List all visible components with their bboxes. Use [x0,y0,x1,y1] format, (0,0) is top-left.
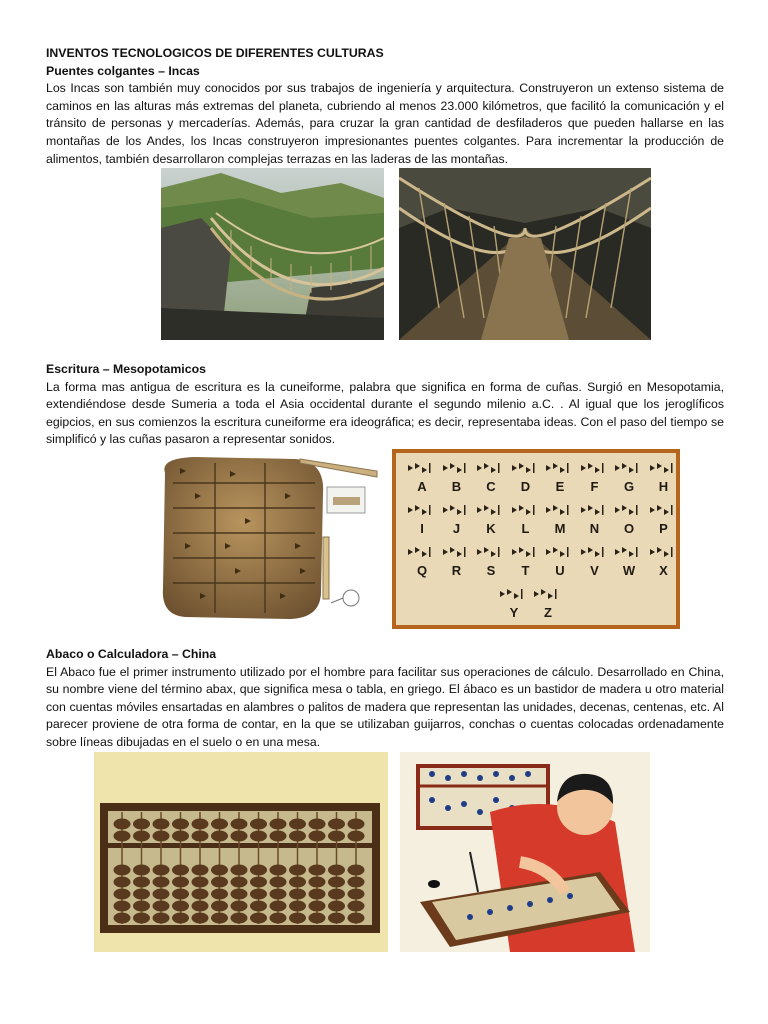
abacus-bead [250,877,267,888]
cuneiform-letter-p: P [659,521,668,536]
cuneiform-letter-l: L [521,521,530,536]
abacus-bead [114,913,131,924]
boy-abacus-illustration [400,752,650,952]
section-body-writing: La forma mas antigua de escritura es la cuneiforme, palabra que significa en forma de cuñas. Surgió en Mesopotamia, extendiéndose desde Sumeria a toda el Asia occidental durante el segundo milenio a.C. . Al igual que los jeroglíficos egipcios, en sus comienzos la escritura cuneiforme era ideográfica; es decir, representaba ideas. Con el paso del tiempo se simplificó y las cuñas pasaron a representar sonidos. [46,379,724,447]
cuneiform-letter-n: N [589,521,600,536]
abacus-bead [192,913,209,924]
abacus-bead [153,831,170,842]
abacus-bead [231,901,248,912]
abacus-bead [153,913,170,924]
intro-block [46,45,724,168]
abacus-bead [270,901,287,912]
parchment-panel [396,453,676,625]
abacus-bead [270,819,287,830]
abacus-bead [211,819,228,830]
abacus-bead [172,877,189,888]
abacus-bead [231,819,248,830]
abacus-bead [309,913,326,924]
abacus-bead [133,889,150,900]
abacus-bead [348,913,365,924]
cuneiform-glyph [544,461,576,477]
abacus-bead [328,913,345,924]
abacus-bead [309,901,326,912]
cuneiform-glyph [475,461,507,477]
cuneiform-glyph [579,545,611,561]
abacus-bead [289,819,306,830]
cuneiform-letter-f: F [590,479,599,494]
abacus-bead [114,889,131,900]
cuneiform-glyph [544,503,576,519]
cuneiform-glyph [532,587,564,603]
cuneiform-letter-d: D [520,479,531,494]
abacus-bead [231,865,248,876]
abacus-bead [348,865,365,876]
abacus-bead [309,877,326,888]
abacus-block [46,646,724,752]
abacus-bead [133,831,150,842]
section-body-abacus: El Abaco fue el primer instrumento utilizado por el hombre para facilitar sus operaciones de cálculo. Desarrollado en China, su nombre viene del término abax, que significa mesa o tabla, en griego. El ábaco es un bastidor de madera u otro material con cuentas móviles ensartadas en alambres o palitos de madera que representan las unidades, decenas, centenas, etc. Al parecer proviene de otra forma de contar, en la que se utilizaban guijarros, conchas o cuentas colocadas ordenadamente sobre líneas dibujadas en el suelo o en una mesa. [46,664,724,749]
section-heading-abacus: Abaco o Calculadora – China [46,647,217,661]
abacus-bead [211,913,228,924]
cuneiform-glyph [544,545,576,561]
cuneiform-letter-u: U [555,563,565,578]
cuneiform-letter-k: K [486,521,496,536]
abacus-bead [348,889,365,900]
abacus-bead [309,831,326,842]
abacus-bead [250,913,267,924]
abacus-bead [231,877,248,888]
abacus-bead [133,901,150,912]
cuneiform-glyph [441,461,473,477]
abacus-bead [114,877,131,888]
abacus-bead [289,889,306,900]
abacus-bead [309,865,326,876]
cuneiform-alphabet-chart [392,449,680,629]
abacus-bead [289,901,306,912]
abacus-bead [153,877,170,888]
cuneiform-glyph [648,545,680,561]
cuneiform-glyph [498,587,530,603]
abacus-bead [289,913,306,924]
abacus-bead [192,865,209,876]
abacus-bead [153,819,170,830]
abacus-bead [114,865,131,876]
abacus-bead [270,831,287,842]
abacus-bead [153,901,170,912]
abacus-bead [172,865,189,876]
abacus-bead [172,889,189,900]
abacus-bead [192,889,209,900]
abacus-bead [172,819,189,830]
cuneiform-glyph [406,461,438,477]
abacus-bead [309,819,326,830]
cuneiform-glyph [510,503,542,519]
cuneiform-glyph [613,545,645,561]
abacus-bead [192,831,209,842]
cuneiform-glyph [475,503,507,519]
cuneiform-glyph [648,461,680,477]
cuneiform-letter-h: H [658,479,669,494]
abacus-bead [309,889,326,900]
section-body-incas: Los Incas son también muy conocidos por sus trabajos de ingeniería y arquitectura. Construyeron un extenso sistema de caminos en las alturas más extremas del planeta, cubriendo al menos 23.000 kilómetros, que facilitó la comunicación y el tránsito de personas y mercaderías. Además, para cruzar la gran cantidad de desfiladeros que pueden hallarse en las montañas de los Andes, los Incas construyeron impresionantes puentes colgantes. Para incrementar la producción de alimentos, también desarrollaron complejas terrazas en las laderas de las montañas. [46,81,724,166]
cuneiform-glyph [510,545,542,561]
abacus-bead [114,901,131,912]
abacus-bead [328,831,345,842]
abacus-bead [211,865,228,876]
abacus-bead [270,889,287,900]
abacus-bead [270,865,287,876]
abacus-bead [192,901,209,912]
abacus-bead [328,865,345,876]
cuneiform-letter-e: E [555,479,565,494]
abacus-bead [192,877,209,888]
cuneiform-letter-g: G [623,479,635,494]
abacus-bead [328,901,345,912]
cuneiform-glyph [441,503,473,519]
cuneiform-letter-t: T [521,563,530,578]
cuneiform-glyph [579,461,611,477]
abacus-bead [270,913,287,924]
abacus-bead [231,831,248,842]
abacus-bead [231,889,248,900]
cuneiform-glyph [613,503,645,519]
cuneiform-glyph [406,503,438,519]
cuneiform-letter-x: X [659,563,668,578]
abacus-bead [153,889,170,900]
abacus-bead [289,877,306,888]
abacus-bead [348,901,365,912]
cuneiform-letter-o: O [623,521,635,536]
abacus-bead [250,901,267,912]
abacus-bead [348,877,365,888]
cuneiform-letter-a: A [417,479,427,494]
abacus-bead [211,901,228,912]
cuneiform-glyph [475,545,507,561]
abacus-bead [172,913,189,924]
document-title: INVENTOS TECNOLOGICOS DE DIFERENTES CULTURAS [46,46,384,60]
abacus-bead [328,877,345,888]
abacus-bead [153,865,170,876]
abacus-bead [133,877,150,888]
abacus-bead [172,831,189,842]
section-heading-incas: Puentes colgantes – Incas [46,63,200,78]
abacus-bead [211,877,228,888]
cuneiform-letter-q: Q [416,563,428,578]
cuneiform-glyph [648,503,680,519]
abacus-bead [270,877,287,888]
abacus-bead [211,831,228,842]
cuneiform-tablet-photo [155,453,380,625]
abacus-bead [250,865,267,876]
abacus-bead [328,889,345,900]
cuneiform-glyph [579,503,611,519]
cuneiform-letter-b: B [451,479,462,494]
bridge-photo-side [161,168,384,340]
abacus-bead [289,831,306,842]
bridge-photo-front [399,168,651,340]
cuneiform-glyph [406,545,438,561]
cuneiform-letter-y: Y [509,605,519,620]
cuneiform-letter-r: R [451,563,462,578]
abacus-bead [348,831,365,842]
writing-block [46,361,724,449]
cuneiform-letter-i: I [420,521,424,536]
cuneiform-glyph [613,461,645,477]
abacus-bead [250,819,267,830]
cuneiform-letter-v: V [590,563,599,578]
abacus-bead [289,865,306,876]
abacus-bead [133,819,150,830]
cuneiform-letter-c: C [486,479,496,494]
abacus-photo [94,752,388,952]
abacus-bead [250,831,267,842]
cuneiform-glyph [441,545,473,561]
abacus-bead [250,889,267,900]
abacus-bead [192,819,209,830]
abacus-bead [114,831,131,842]
abacus-bead [328,819,345,830]
cuneiform-letter-s: S [486,563,496,578]
cuneiform-letter-m: M [554,521,566,536]
cuneiform-glyph [510,461,542,477]
abacus-bead [348,819,365,830]
cuneiform-letter-w: W [622,563,636,578]
cuneiform-letter-j: J [452,521,461,536]
abacus-bead [211,889,228,900]
abacus-bead [231,913,248,924]
section-heading-writing: Escritura – Mesopotamicos [46,362,206,376]
abacus-bead [133,865,150,876]
abacus-bead [133,913,150,924]
abacus-bead [114,819,131,830]
abacus-bead [172,901,189,912]
cuneiform-letter-z: Z [544,605,552,620]
